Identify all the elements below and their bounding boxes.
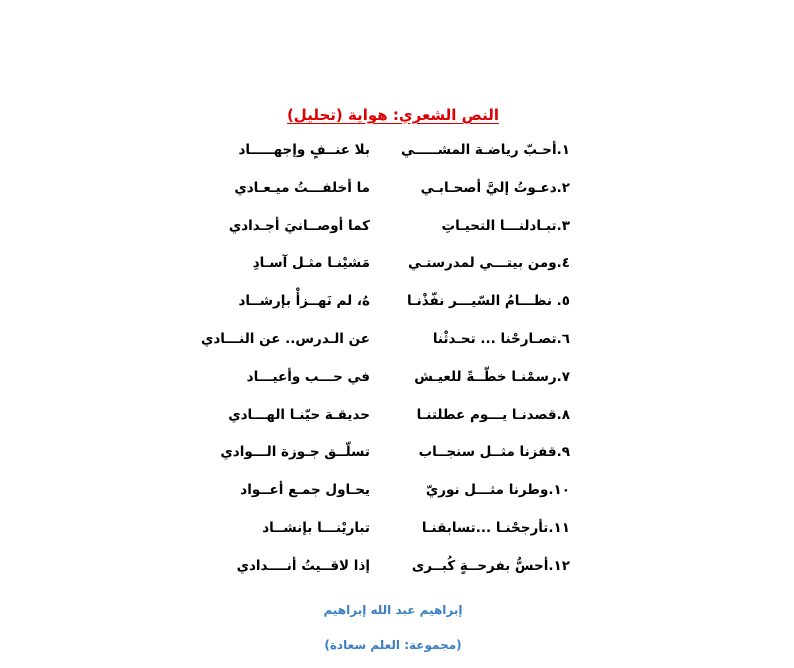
verse-first-hemistich: ١.أحـبّ رياضـة المشـــــي [400,142,570,158]
verse-second-hemistich: مَشيْنـا مثـل آسـادِ [252,255,370,272]
verse-second-hemistich: حديقـة حيّنـا الهـــادي [228,406,370,423]
verse-2 [140,180,570,218]
verse-5 [140,293,570,331]
verse-9 [140,444,570,482]
verse-second-hemistich: إذا لاقــيتُ أنــــدادي [236,557,370,574]
verse-first-hemistich: ٤.ومن بيتـــي لمدرستـي [407,255,570,272]
verse-second-hemistich: عن الـدرس.. عن النـــادي [200,330,370,347]
verse-second-hemistich: هُ، لم نَهــزأْ بإرشــاد [238,293,370,310]
poem-body [140,142,570,596]
verse-second-hemistich: تباريْنـــا بإنشــاد [262,519,370,536]
verse-3 [140,218,570,256]
verse-10 [140,482,570,520]
verse-first-hemistich: ١٢.أحسُّ بفرحــةٍ كُبــرى [411,557,570,574]
verse-second-hemistich: بلا عنــفٍ وإجهـــــاد [238,142,370,158]
verse-second-hemistich: ما أخلفـــتُ ميـعـادي [234,179,370,196]
verse-first-hemistich: ٩.قفزنا مثــل سنجــاب [418,444,570,461]
verse-7 [140,369,570,407]
verse-first-hemistich: ٣.تبـادلنـــا التحيـاتِ [441,217,570,234]
verse-first-hemistich: ٧.رسمْنـا خطّــةً للعيـش [414,368,570,385]
verse-4 [140,255,570,293]
collection-name: (مجموعة: العلم سعادة) [324,638,462,652]
poem-title: النص الشعري: هواية (تحليل) [286,106,500,124]
verse-6 [140,331,570,369]
verse-first-hemistich: ١٠.وطرنا مثـــل نوريّ [425,482,570,499]
verse-first-hemistich: ٥. نظـــامُ السّيـــر نفّذْنـا [406,293,570,310]
verse-1 [140,142,570,180]
verse-first-hemistich: ٨.قصدنـا يـــوم عطلتنـا [416,406,570,423]
verse-second-hemistich: في حـــب وأعيـــاد [246,368,370,385]
verse-first-hemistich: ١١.تأرجحْنـا ...تسابقنـا [421,519,570,536]
verse-12 [140,558,570,596]
verse-11 [140,520,570,558]
verse-first-hemistich: ٢.دعـوتُ إليَّ أصحـابـي [420,179,570,196]
verse-first-hemistich: ٦.تصـارحْنا ... تحـدثْنا [432,330,570,347]
author-name: إبراهيم عبد الله إبراهيم [323,603,463,617]
verse-second-hemistich: يحـاول جمـع أعــواد [240,482,370,499]
verse-second-hemistich: كما أوصــانيَ أجـدادي [228,217,370,234]
verse-8 [140,407,570,445]
verse-second-hemistich: تسلّــق جـوزة الـــوادي [220,444,370,461]
